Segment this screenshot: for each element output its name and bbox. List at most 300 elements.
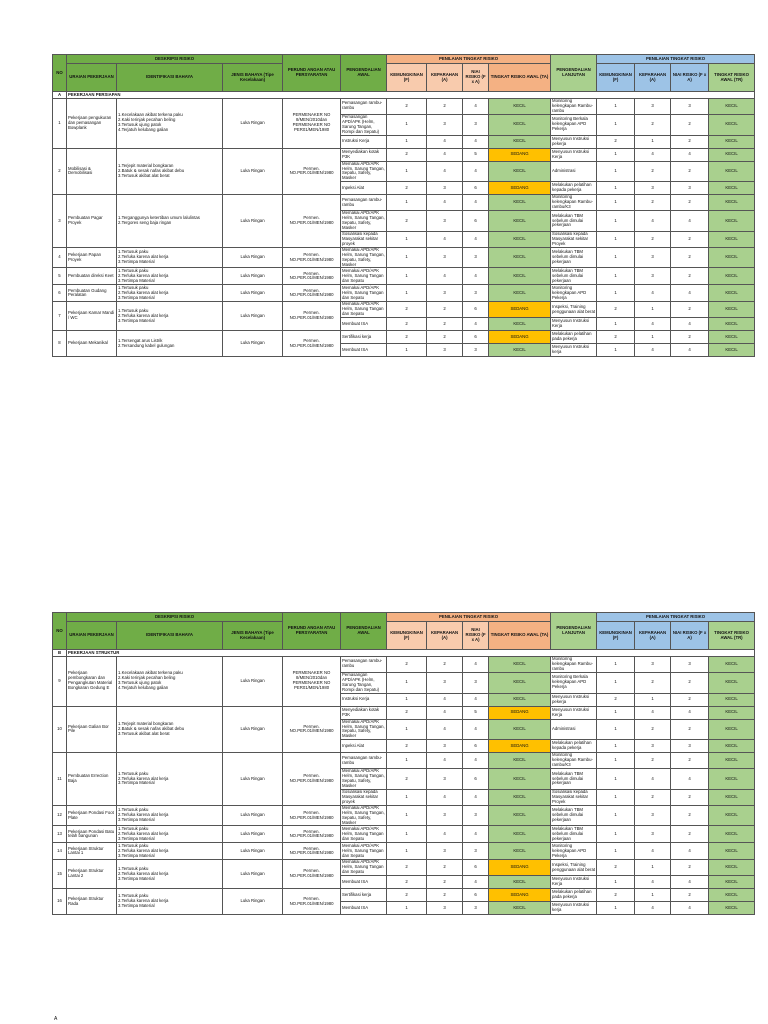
table-row (53, 657, 755, 673)
activity-identifikasi: 1.Tertusuk paku 2.Terluka karena alat kerja 3.Tertimpa Material (117, 753, 223, 805)
pengendalian-awal-cell: Memakai APD/APK Helm, Sarung Tangan dan Sepatu (341, 268, 387, 285)
keparahan-lanjut-cell: 3 (635, 826, 671, 843)
tingkat-akhir-badge: KECIL (709, 182, 755, 195)
keparahan-lanjut-cell: 4 (635, 285, 671, 302)
kemungkinan-cell: 1 (387, 693, 427, 706)
kemungkinan-lanjut-cell: 1 (597, 706, 635, 719)
header-jenis: JENIS BAHAYA (Tipe Kecelakaan) (223, 622, 283, 650)
activity-perundangan: Permen. NO.PER.01/MEN/1980 (283, 302, 341, 331)
header-identifikasi: IDENTIFIKASI BAHAYA (117, 64, 223, 92)
activity-jenis: Luka Ringan (223, 302, 283, 331)
kemungkinan-lanjut-cell: 1 (597, 285, 635, 302)
tingkat-akhir-badge: KECIL (709, 231, 755, 247)
keparahan-lanjut-cell: 4 (635, 318, 671, 331)
nilai-lanjut-cell: 4 (671, 706, 709, 719)
tingkat-awal-badge: KECIL (489, 135, 551, 148)
kemungkinan-cell: 1 (387, 114, 427, 135)
activity-no: 8 (53, 331, 67, 357)
header-deskripsi: DESKRIPSI RISIKO (67, 613, 283, 622)
keparahan-cell: 4 (427, 706, 463, 719)
table-row (53, 331, 755, 344)
kemungkinan-lanjut-cell: 1 (597, 826, 635, 843)
activity-perundangan: Permen. NO.PER.01/MEN/1980 (283, 826, 341, 843)
tingkat-awal-badge: KECIL (489, 268, 551, 285)
activity-uraian: Pekerjaan pengukuran dan pemasangan Bowplank (67, 99, 117, 149)
keparahan-cell: 2 (427, 99, 463, 115)
nilai-cell: 4 (463, 693, 489, 706)
activity-identifikasi: 1.Tertusuk paku 2.Terluka karena alat kerja 3.Tertimpa Material (117, 268, 223, 285)
tingkat-awal-badge: KECIL (489, 805, 551, 826)
keparahan-cell: 4 (427, 135, 463, 148)
activity-no: 12 (53, 805, 67, 826)
activity-uraian: Pekerjaan pembongkaran dan Pengangkutan Material Bongkaran Gedung E (67, 657, 117, 707)
kemungkinan-cell: 1 (387, 843, 427, 860)
pengendalian-lanjutan-cell: Menyusun Instruksi kerja (551, 902, 597, 915)
pengendalian-lanjutan-cell: Melakukan TBM sebelum dimulai pekerjaan (551, 805, 597, 826)
keparahan-lanjut-cell: 4 (635, 769, 671, 790)
tingkat-akhir-badge: KECIL (709, 344, 755, 357)
risk-table (52, 54, 755, 357)
kemungkinan-lanjut-cell: 2 (597, 889, 635, 902)
activity-jenis: Luka Ringan (223, 826, 283, 843)
tingkat-awal-badge: KECIL (489, 114, 551, 135)
nilai-lanjut-cell: 4 (671, 344, 709, 357)
kemungkinan-cell: 2 (387, 889, 427, 902)
pengendalian-awal-cell: Memakai APD/APK Helm, Sarung Tangan, Sepatu, Safety, Masker (342, 719, 385, 739)
table-persiapan (52, 54, 754, 357)
pengendalian-awal-cell: Memakai APD/APK Helm, Sarung Tangan, Sepatu, Safety, Masker (342, 247, 385, 267)
tingkat-awal-badge: KECIL (489, 693, 551, 706)
tingkat-akhir-badge: KECIL (709, 268, 755, 285)
table-row (53, 805, 755, 826)
tingkat-akhir-badge: KECIL (709, 148, 755, 161)
tingkat-awal-badge: KECIL (489, 843, 551, 860)
nilai-lanjut-cell: 4 (671, 318, 709, 331)
tingkat-akhir-badge: KECIL (709, 247, 755, 268)
activity-identifikasi: 1.Tertusuk paku 2.Terluka karena alat kerja 3.Tertimpa Material (117, 843, 223, 860)
kemungkinan-lanjut-cell: 1 (597, 114, 635, 135)
tingkat-akhir-badge: KECIL (709, 285, 755, 302)
kemungkinan-lanjut-cell: 1 (597, 789, 635, 805)
header-nilai-2: NIAI RISIKO (F x A) (671, 64, 709, 92)
kemungkinan-lanjut-cell: 1 (597, 719, 635, 740)
pengendalian-lanjutan-cell: Menyusun Instruksi Kerja (551, 318, 597, 331)
header-nilai-2: NIAI RISIKO (F x A) (671, 622, 709, 650)
pengendalian-awal-cell: Sertifikasi kerja (341, 889, 387, 902)
kemungkinan-lanjut-cell: 1 (597, 805, 635, 826)
activity-uraian: Pekerjaan Galian Bor Pile (67, 706, 117, 753)
kemungkinan-cell: 2 (387, 876, 427, 889)
pengendalian-lanjutan-cell: Melakukan TBM sebelum dimulai pekerjaan (551, 769, 597, 790)
activity-perundangan: Permen. NO.PER.01/MEN/1980 (283, 268, 341, 285)
header-no: NO (53, 55, 67, 92)
nilai-cell: 4 (463, 161, 489, 182)
activity-no: 1 (53, 99, 67, 149)
kemungkinan-cell: 2 (387, 769, 427, 790)
activity-uraian: Pekerjaan Mekanikal (67, 331, 117, 357)
tingkat-akhir-badge: KECIL (709, 889, 755, 902)
nilai-cell: 4 (463, 657, 489, 673)
header-kemungkinan-2: KEMUNGKINAN (F) (597, 622, 635, 650)
pengendalian-awal-cell: Memakai APD/APK Helm, Sarung Tangan, Sepatu, Safety, Masker (342, 210, 385, 230)
pengendalian-awal-cell: Pemasangan rambu-rambu (341, 99, 387, 115)
activity-perundangan: Permen. NO.PER.01/MEN/1980 (283, 706, 341, 753)
tingkat-awal-badge: KECIL (489, 719, 551, 740)
pengendalian-awal-cell: Membuat ISA (341, 344, 387, 357)
kemungkinan-lanjut-cell: 1 (597, 231, 635, 247)
header-deskripsi: DESKRIPSI RISIKO (67, 55, 283, 64)
tingkat-akhir-badge: KECIL (709, 331, 755, 344)
pengendalian-lanjutan-cell: Administrasi (551, 161, 597, 182)
header-keparahan: KEPARAHAN (A) (427, 64, 463, 92)
kemungkinan-cell: 1 (387, 753, 427, 769)
activity-identifikasi: 1.Tersengat arus Listrik 2.Tersandung kabel gulungan (117, 331, 223, 357)
pengendalian-lanjutan-cell: Administrasi (551, 719, 597, 740)
tingkat-awal-badge: KECIL (489, 789, 551, 805)
kemungkinan-cell: 1 (387, 789, 427, 805)
kemungkinan-cell: 1 (387, 231, 427, 247)
pengendalian-lanjutan-cell: Monitoring kelengkapan Rambu-rambu/K3 (551, 195, 597, 211)
tingkat-akhir-badge: KECIL (709, 161, 755, 182)
keparahan-cell: 3 (427, 805, 463, 826)
keparahan-cell: 3 (427, 114, 463, 135)
nilai-cell: 6 (463, 331, 489, 344)
table-row (53, 753, 755, 769)
activity-uraian: Pekerjaan Struktur Lantai 2 (67, 860, 117, 889)
header-kemungkinan: KEMUNGKINAN (F) (387, 622, 427, 650)
activity-identifikasi: 1.Kecelakaan akibat terkena paku 2.Kaki terinjak pecahan beling 3.Tertusuk ujung patok 4.Terjatuh kelubang galian (117, 99, 223, 149)
nilai-lanjut-cell: 2 (671, 331, 709, 344)
pengendalian-awal-cell: Instruksi Kerja (341, 693, 387, 706)
tingkat-awal-badge: KECIL (489, 753, 551, 769)
activity-uraian: Pekerjaan Struktur Rada (67, 889, 117, 915)
nilai-lanjut-cell: 2 (671, 114, 709, 135)
kemungkinan-lanjut-cell: 1 (597, 99, 635, 115)
pengendalian-awal-cell: Memakai APD/APK Helm, Sarung Tangan dan Sepatu (341, 843, 387, 860)
header-uraian: URAIAN PEKERJAAN (67, 622, 117, 650)
header-keparahan: KEPARAHAN (A) (427, 622, 463, 650)
header-tingkat-awal: TINGKAT RISIKO AWAL (TA) (489, 622, 551, 650)
section-row (53, 650, 755, 657)
keparahan-cell: 4 (427, 268, 463, 285)
activity-jenis: Luka Ringan (223, 331, 283, 357)
nilai-lanjut-cell: 2 (671, 789, 709, 805)
activity-identifikasi: 1.Terganggunya ketertiban umum lalulintas 2.Tergores seng baja ringan (117, 195, 223, 247)
header-no: NO (53, 613, 67, 650)
nilai-lanjut-cell: 3 (671, 740, 709, 753)
activity-perundangan: PERMENAKER NO 8/MEN/2010dan PERMENAKER NO PER01/MEN/1980 (283, 99, 341, 149)
pengendalian-lanjutan-cell: Melakukan pelatihan pada pekerja (551, 889, 597, 902)
keparahan-cell: 3 (427, 769, 463, 790)
keparahan-cell: 2 (427, 860, 463, 876)
table-row (53, 860, 755, 876)
kemungkinan-cell: 1 (387, 285, 427, 302)
nilai-cell: 4 (463, 195, 489, 211)
tingkat-akhir-badge: KECIL (709, 211, 755, 232)
activity-no: 13 (53, 826, 67, 843)
pengendalian-awal-cell: Pemasangan rambu-rambu (341, 657, 387, 673)
keparahan-lanjut-cell: 4 (635, 902, 671, 915)
nilai-cell: 3 (463, 902, 489, 915)
keparahan-lanjut-cell: 2 (635, 161, 671, 182)
pengendalian-lanjutan-cell: Monitoring kelengkapan Rambu-rambu (551, 657, 597, 673)
kemungkinan-lanjut-cell: 1 (597, 247, 635, 268)
nilai-lanjut-cell: 2 (671, 195, 709, 211)
tingkat-akhir-badge: KECIL (709, 876, 755, 889)
kemungkinan-cell: 1 (387, 135, 427, 148)
tingkat-akhir-badge: KECIL (709, 843, 755, 860)
tingkat-awal-badge: SEDANG (489, 331, 551, 344)
kemungkinan-lanjut-cell: 1 (597, 740, 635, 753)
pengendalian-awal-cell: Pemasangan APD/APK (Helm, Sarung Tangan, Rompi dan Sepatu) (341, 672, 387, 693)
keparahan-lanjut-cell: 3 (635, 182, 671, 195)
kemungkinan-cell: 1 (387, 719, 427, 740)
nilai-cell: 4 (463, 826, 489, 843)
tingkat-awal-badge: KECIL (489, 876, 551, 889)
activity-jenis: Luka Ringan (223, 805, 283, 826)
keparahan-cell: 3 (427, 344, 463, 357)
keparahan-lanjut-cell: 3 (635, 657, 671, 673)
header-pengendalian-lanjutan: PENGENDALIAN LANJUTAN (551, 613, 597, 650)
keparahan-lanjut-cell: 3 (635, 99, 671, 115)
nilai-lanjut-cell: 2 (671, 135, 709, 148)
keparahan-lanjut-cell: 4 (635, 148, 671, 161)
keparahan-lanjut-cell: 4 (635, 344, 671, 357)
header-kemungkinan: KEMUNGKINAN (F) (387, 64, 427, 92)
tingkat-akhir-badge: KECIL (709, 135, 755, 148)
activity-jenis: Luka Ringan (223, 247, 283, 268)
keparahan-cell: 2 (427, 318, 463, 331)
table-row (53, 706, 755, 719)
pengendalian-awal-cell: Pemasangan rambu-rambu (341, 195, 387, 211)
pengendalian-lanjutan-cell: Melakukan TBM sebelum dimulai pekerjaan (551, 826, 597, 843)
pengendalian-awal-cell: Membuat ISA (341, 318, 387, 331)
pengendalian-lanjutan-cell: Sosialisasi kepada Masyarakat sekitar Proyek (551, 231, 597, 247)
keparahan-lanjut-cell: 3 (635, 247, 671, 268)
kemungkinan-lanjut-cell: 1 (597, 161, 635, 182)
tingkat-akhir-badge: KECIL (709, 99, 755, 115)
tingkat-awal-badge: KECIL (489, 285, 551, 302)
activity-identifikasi: 1.Tertusuk paku 2.Terluka karena alat kerja 3.Tertimpa Material (117, 302, 223, 331)
tingkat-awal-badge: KECIL (489, 672, 551, 693)
activity-identifikasi: 1.Tertusuk paku 2.Terluka karena alat kerja 3.Tertimpa Material (117, 247, 223, 268)
kemungkinan-lanjut-cell: 1 (597, 657, 635, 673)
kemungkinan-cell: 2 (387, 657, 427, 673)
kemungkinan-lanjut-cell: 1 (597, 672, 635, 693)
activity-uraian: Pembuatan Gudang Peralatan (67, 285, 117, 302)
keparahan-cell: 4 (427, 719, 463, 740)
pengendalian-lanjutan-cell: Melakukan pelatihan kepada pekerja (551, 740, 597, 753)
nilai-cell: 4 (463, 231, 489, 247)
keparahan-cell: 4 (427, 161, 463, 182)
activity-no: 14 (53, 843, 67, 860)
table-row (53, 99, 755, 115)
keparahan-cell: 3 (427, 182, 463, 195)
tingkat-akhir-badge: KECIL (709, 672, 755, 693)
pengendalian-awal-cell: Sosialisasi kepada Masyarakat sekitar proyek (341, 789, 387, 805)
header-kemungkinan-2: KEMUNGKINAN (F) (597, 64, 635, 92)
pengendalian-awal-cell: Memakai APD/APK Helm, Sarung Tangan, Sepatu, Safety, Masker (342, 768, 385, 788)
pengendalian-awal-cell: Memakai APD/APK Helm, Sarung Tangan, Sepatu, Safety, Masker (342, 805, 385, 825)
activity-no: 2 (53, 148, 67, 195)
pengendalian-lanjutan-cell: Monitoring Berkala kelengkapan APD Pekerja (551, 672, 597, 693)
activity-jenis: Luka Ringan (223, 657, 283, 707)
activity-perundangan: Permen. NO.PER.01/MEN/1980 (283, 195, 341, 247)
tingkat-akhir-badge: KECIL (709, 318, 755, 331)
activity-identifikasi: 1.Terjepit material bongkaran 2.Batuk & sesak nafas akibat debu 3.Tertusuk akibat alat berat (117, 706, 223, 753)
keparahan-cell: 4 (427, 693, 463, 706)
activity-uraian: Pekerjaan Kamar Mandi / WC (67, 302, 117, 331)
activity-uraian: Mobilisasi & Demobilisasi (67, 148, 117, 195)
kemungkinan-cell: 1 (387, 805, 427, 826)
kemungkinan-lanjut-cell: 2 (597, 693, 635, 706)
activity-perundangan: Permen. NO.PER.01/MEN/1980 (283, 889, 341, 915)
activity-no: 15 (53, 860, 67, 889)
pengendalian-lanjutan-cell: Monitoring kelengkapan APD Pekerja (551, 843, 597, 860)
tingkat-akhir-badge: KECIL (709, 657, 755, 673)
kemungkinan-cell: 2 (387, 148, 427, 161)
activity-jenis: Luka Ringan (223, 195, 283, 247)
header-penilaian-awal: PENILAIAN TINGKAT RISIKO (387, 55, 551, 64)
header-nilai: NIAI RISIKO (F x A) (463, 64, 489, 92)
keparahan-lanjut-cell: 4 (635, 211, 671, 232)
kemungkinan-lanjut-cell: 1 (597, 876, 635, 889)
pengendalian-lanjutan-cell: Inspeksi, Training penggunaan alat berat (551, 860, 597, 876)
nilai-cell: 6 (463, 211, 489, 232)
table-struktur (52, 612, 754, 915)
tingkat-awal-badge: KECIL (489, 161, 551, 182)
nilai-lanjut-cell: 2 (671, 719, 709, 740)
tingkat-awal-badge: SEDANG (489, 706, 551, 719)
kemungkinan-lanjut-cell: 1 (597, 344, 635, 357)
kemungkinan-cell: 1 (387, 247, 427, 268)
activity-perundangan: Permen. NO.PER.01/MEN/1980 (283, 843, 341, 860)
activity-perundangan: Permen. NO.PER.01/MEN/1980 (283, 285, 341, 302)
nilai-lanjut-cell: 2 (671, 268, 709, 285)
pengendalian-lanjutan-cell: Melakukan TBM sebelum dimulai pekerjaan (551, 247, 597, 268)
nilai-lanjut-cell: 4 (671, 285, 709, 302)
keparahan-lanjut-cell: 2 (635, 195, 671, 211)
activity-no: 4 (53, 247, 67, 268)
tingkat-awal-badge: KECIL (489, 657, 551, 673)
activity-no: 16 (53, 889, 67, 915)
nilai-lanjut-cell: 4 (671, 876, 709, 889)
activity-identifikasi: 1.Tertusuk paku 2.Terluka karena alat kerja 3.Tertimpa Material (117, 805, 223, 826)
tingkat-awal-badge: KECIL (489, 826, 551, 843)
header-keparahan-2: KEPARAHAN (A) (635, 64, 671, 92)
nilai-cell: 6 (463, 769, 489, 790)
pengendalian-awal-cell: Sertifikasi kerja (341, 331, 387, 344)
kemungkinan-cell: 2 (387, 331, 427, 344)
section-code: A (53, 92, 67, 99)
keparahan-lanjut-cell: 3 (635, 268, 671, 285)
keparahan-cell: 3 (427, 247, 463, 268)
pengendalian-awal-cell: Membuat ISA (341, 876, 387, 889)
nilai-cell: 3 (463, 285, 489, 302)
keparahan-cell: 4 (427, 826, 463, 843)
pengendalian-awal-cell: Sosialisasi kepada Masyarakat sekitar proyek (341, 231, 387, 247)
tingkat-awal-badge: SEDANG (489, 148, 551, 161)
pengendalian-awal-cell: Memakai APD/APK Helm, Sarung Tangan dan Sepatu (341, 826, 387, 843)
kemungkinan-cell: 1 (387, 902, 427, 915)
pengendalian-lanjutan-cell: Melakukan TBM sebelum dimulai pekerjaan (551, 211, 597, 232)
activity-uraian: Pembuatan Errection Baja (67, 753, 117, 805)
pengendalian-awal-cell: Pemasangan rambu-rambu (341, 753, 387, 769)
pengendalian-lanjutan-cell: Menyusun Instruksi kerja (551, 344, 597, 357)
header-tingkat-akhir: TINGKAT RISIKO AWAL (TR) (709, 622, 755, 650)
table-row (53, 148, 755, 161)
nilai-lanjut-cell: 4 (671, 148, 709, 161)
nilai-cell: 3 (463, 114, 489, 135)
nilai-lanjut-cell: 4 (671, 211, 709, 232)
header-keparahan-2: KEPARAHAN (A) (635, 622, 671, 650)
header-perundangan: PERUND ANGAN ATAU PERSYARATAN (283, 613, 341, 650)
tingkat-akhir-badge: KECIL (709, 769, 755, 790)
activity-no: 5 (53, 268, 67, 285)
tingkat-akhir-badge: KECIL (709, 114, 755, 135)
kemungkinan-lanjut-cell: 1 (597, 195, 635, 211)
kemungkinan-cell: 2 (387, 211, 427, 232)
activity-identifikasi: 1.Terjepit material bongkaran 2.Batuk & sesak nafas akibat debu 3.Tertusuk akibat alat berat (117, 148, 223, 195)
tingkat-akhir-badge: KECIL (709, 693, 755, 706)
activity-jenis: Luka Ringan (223, 843, 283, 860)
tingkat-awal-badge: KECIL (489, 211, 551, 232)
activity-jenis: Luka Ringan (223, 99, 283, 149)
keparahan-lanjut-cell: 4 (635, 843, 671, 860)
pengendalian-lanjutan-cell: Menyusun Instruksi Kerja (551, 706, 597, 719)
table-row (53, 247, 755, 268)
header-identifikasi: IDENTIFIKASI BAHAYA (117, 622, 223, 650)
kemungkinan-lanjut-cell: 1 (597, 148, 635, 161)
tingkat-awal-badge: KECIL (489, 247, 551, 268)
nilai-lanjut-cell: 2 (671, 672, 709, 693)
pengendalian-awal-cell: Pemasangan APD/APK (Helm, Sarung Tangan, Rompi dan Sepatu) (341, 114, 387, 135)
header-jenis: JENIS BAHAYA (Tipe Kecelakaan) (223, 64, 283, 92)
kemungkinan-lanjut-cell: 2 (597, 302, 635, 318)
keparahan-cell: 3 (427, 672, 463, 693)
nilai-cell: 4 (463, 789, 489, 805)
activity-identifikasi: 1.Tertusuk paku 2.Terluka karena alat kerja 3.Tertimpa Material (117, 285, 223, 302)
keparahan-lanjut-cell: 1 (635, 693, 671, 706)
kemungkinan-lanjut-cell: 1 (597, 318, 635, 331)
kemungkinan-cell: 2 (387, 302, 427, 318)
kemungkinan-lanjut-cell: 2 (597, 331, 635, 344)
tingkat-akhir-badge: KECIL (709, 302, 755, 318)
nilai-lanjut-cell: 2 (671, 693, 709, 706)
footer-note: A (54, 1016, 58, 1022)
nilai-cell: 5 (463, 148, 489, 161)
keparahan-lanjut-cell: 1 (635, 135, 671, 148)
activity-uraian: Pembuatan direksi Keet (67, 268, 117, 285)
activity-perundangan: PERMENAKER NO 8/MEN/2010dan PERMENAKER NO PER01/MEN/1980 (283, 657, 341, 707)
pengendalian-awal-cell: Memakai APD/APK Helm, Sarung Tangan, Sepatu, Safety, Masker (342, 161, 385, 181)
header-penilaian-awal: PENILAIAN TINGKAT RISIKO (387, 613, 551, 622)
keparahan-cell: 4 (427, 148, 463, 161)
kemungkinan-lanjut-cell: 1 (597, 182, 635, 195)
nilai-lanjut-cell: 2 (671, 860, 709, 876)
activity-jenis: Luka Ringan (223, 285, 283, 302)
activity-perundangan: Permen. NO.PER.01/MEN/1980 (283, 331, 341, 357)
keparahan-lanjut-cell: 4 (635, 706, 671, 719)
pengendalian-awal-cell: Instruksi Kerja (341, 135, 387, 148)
nilai-cell: 6 (463, 889, 489, 902)
pengendalian-lanjutan-cell: Melakukan pelatihan kepada pekerja (551, 182, 597, 195)
kemungkinan-cell: 2 (387, 860, 427, 876)
tingkat-awal-badge: KECIL (489, 195, 551, 211)
activity-uraian: Pekerjaan Struktur Lantai 1 (67, 843, 117, 860)
tingkat-awal-badge: SEDANG (489, 740, 551, 753)
tingkat-awal-badge: KECIL (489, 318, 551, 331)
